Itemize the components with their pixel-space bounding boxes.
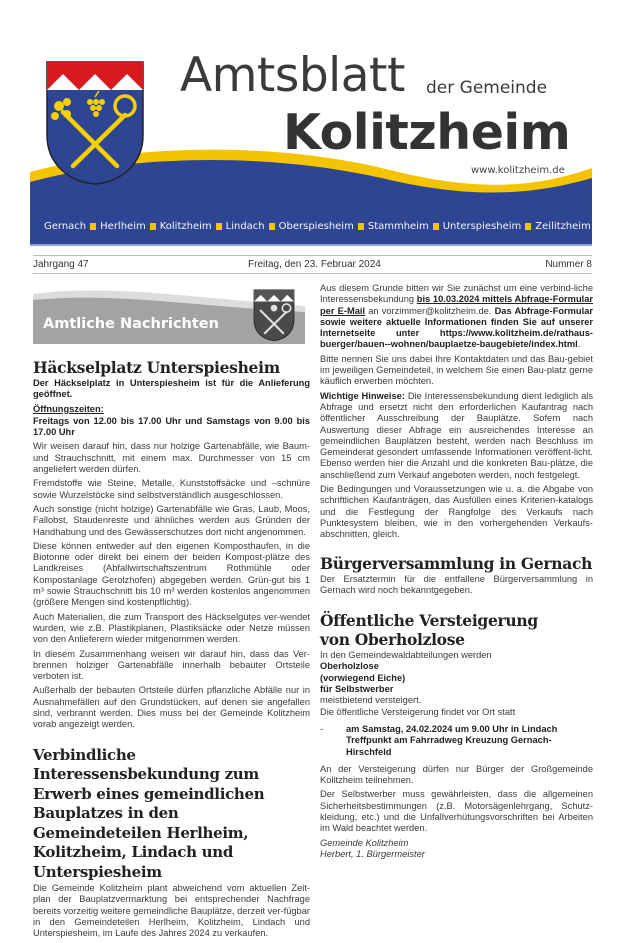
notice-label: Wichtige Hinweise: xyxy=(320,390,405,401)
article-paragraph: Die Gemeinde Kolitzheim plant abweichend vom aktuellen Zeit-plan der Bauplatzvermarktung bei entsprechender Nachfrage bereits vorzeitig weitere gemeindliche Bauplätze, derzeit ver-fügbar in den Gemeindeteilen Herlheim, Kolitzheim, Lindach und Unterspiesheim, im Laufe des Jahres 2024 zu verkaufen. xyxy=(33,883,310,939)
article-paragraph: An der Versteigerung dürfen nur Bürger der Großgemeinde Kolitzheim teilnehmen. xyxy=(320,763,593,786)
left-column xyxy=(33,358,310,943)
article-paragraph: Der Ersatztermin für die entfallene Bürgerversammlung in Gernach wird noch bekanntgegeben. xyxy=(320,573,593,595)
issue-number: Nummer 8 xyxy=(545,259,592,270)
issue-date: Freitag, den 23. Februar 2024 xyxy=(248,259,381,270)
village-list xyxy=(44,221,591,232)
masthead-subtitle: der Gemeinde xyxy=(426,78,548,98)
lot-item: Oberholzlose xyxy=(320,661,379,672)
lot-item: (vorwiegend Eiche) xyxy=(320,672,406,683)
village-name: Gernach xyxy=(44,221,87,232)
section-title: Amtliche Nachrichten xyxy=(43,316,219,332)
text-run: Aus diesem Grunde bitten wir Sie zunächst um eine verbind-liche Interessensbekundung xyxy=(320,283,593,305)
signature-line: Herbert, 1. Bürgermeister xyxy=(320,848,425,859)
masthead xyxy=(30,50,592,246)
article-paragraph: Auch sonstige (nicht holzige) Gartenabfälle wie Gras, Laub, Moos, Fallobst, Staudenreste und ähnliches werden aus Gründen der Handhabung und des Gewässerschutzes dort nicht angenommen. xyxy=(33,503,310,537)
event-details: am Samstag, 24.02.2024 um 9.00 Uhr in Lindach Treffpunkt am Fahrradweg Kreuzung Gernach-Hirschfeld xyxy=(346,723,558,757)
article-paragraph: Bitte nennen Sie uns dabei Ihre Kontaktdaten und das Bau-gebiet im jeweiligen Gemeindeteil, in welchem Sie einen Bau-platz gerne käuflich erwerben möchten. xyxy=(320,353,593,387)
square-bullet-icon xyxy=(90,223,96,230)
article-paragraph: Fremdstoffe wie Steine, Metalle, Kunststoffsäcke und –schnüre sowie Wurzelstöcke sind selbstverständlich ausgeschlossen. xyxy=(33,478,310,500)
article-paragraph: Diese können entweder auf den eigenen Komposthaufen, in die Biotonne oder direkt bei einem der beiden Kompost-plätze des Landkreises (Abfallwirtschaftszentrum Rothmühle oder Kompostanlage Gerolzhofen) abgegeben werden. Grün-gut bis 1 m³ sowie Strauchschnitt bis 10 m³ werden kostenlos angenommen (größere Mengen sind kostenpflichtig). xyxy=(33,540,310,608)
article-paragraph: In den Gemeindewaldabteilungen werden xyxy=(320,650,492,661)
volume-number: Jahrgang 47 xyxy=(33,259,89,270)
event-list-item xyxy=(320,724,593,758)
article-paragraph: Die öffentliche Versteigerung findet vor Ort statt xyxy=(320,706,516,717)
website-link[interactable]: www.kolitzheim.de xyxy=(471,165,565,176)
article-paragraph: In diesem Zusammenhang weisen wir darauf hin, dass das Ver-brennen holziger Gartenabfälle innerhalb bebauter Ortsteile verboten ist. xyxy=(33,648,310,682)
masthead-municipality: Kolitzheim xyxy=(283,104,571,161)
article-heading: Bürgerversammlung in Gernach xyxy=(320,553,593,573)
right-column xyxy=(320,283,593,860)
article-lead: Der Häckselplatz in Unterspiesheim ist für die Anlieferung geöffnet. xyxy=(33,378,310,400)
square-bullet-icon xyxy=(358,223,364,230)
square-bullet-icon xyxy=(433,223,439,230)
article-paragraph: Auch Materialien, die zum Transport des Häckselgutes ver-wendet wurden, wie z.B. Plastikplanen, Plastiksäcke oder Netze müssen von den Anlieferern wieder mitgenommen werden. xyxy=(33,611,310,645)
article-heading: Verbindliche Interessensbekundung zum Erwerb eines gemeindlichen Bauplatzes in den Gemeindeteilen Herlheim, Kolitzheim, Lindach und Unterspiesheim xyxy=(33,745,265,881)
village-name: Kolitzheim xyxy=(159,221,212,232)
square-bullet-icon xyxy=(269,223,275,230)
article-paragraph: meistbietend versteigert. xyxy=(320,695,422,706)
article-paragraph: Wir weisen darauf hin, dass nur holzige Gartenabfälle, wie Baum- und Strauchschnitt, mit einem max. Durchmesser von 15 cm angeliefert werden dürfen. xyxy=(33,441,310,475)
village-name: Lindach xyxy=(225,221,265,232)
email-link[interactable]: an vorzimmer@kolitzheim.de. xyxy=(365,305,495,316)
article-paragraph: Außerhalb der bebauten Ortsteile dürfen pflanzliche Abfälle nur in Ausnahmefällen auf den Grundstücken, auf denen sie angefallen sind, verbrannt werden. Dies muss bei der Gemeinde Kolitzheim vorab angezeigt werden. xyxy=(33,685,310,730)
text-run: . xyxy=(577,339,581,350)
square-bullet-icon xyxy=(525,223,531,230)
deadline-text: bis 10.03.2024 mittels Abfrage-Formular per E-Mail xyxy=(320,294,593,316)
article-heading: von Oberholzlose xyxy=(320,630,465,650)
village-name: Oberspiesheim xyxy=(278,221,354,232)
village-name: Unterspiesheim xyxy=(442,221,522,232)
masthead-title: Amtsblatt xyxy=(180,48,405,103)
coat-of-arms-icon xyxy=(253,289,295,341)
dash-bullet: - xyxy=(320,723,324,734)
article-paragraph: Die Bedingungen und Voraussetzungen wie u. a. die Abgabe von schriftlichen Kaufanträgen, das Ausfüllen eines Kriterien-katalogs und die Festlegung der Rangfolge des Verkaufs nach Punktesystem bleiben, wie in den vorhergehenden Verkaufs-abschnitten, gleich. xyxy=(320,484,593,540)
article-paragraph xyxy=(320,283,593,351)
village-name: Stammheim xyxy=(367,221,429,232)
article-heading: Öffentliche Versteigerung xyxy=(320,611,538,631)
signature-line: Gemeinde Kolitzheim xyxy=(320,837,409,848)
square-bullet-icon xyxy=(150,223,156,230)
form-info-link[interactable]: Das Abfrage-Formular sowie weitere aktuelle Informationen finden Sie auf unserer Internetseite unter https://www.kolitzheim.de/rathaus-buerger/bauen--wohnen/bauplaetze-baugebiete/index.html xyxy=(320,305,593,350)
section-banner xyxy=(33,286,305,344)
opening-hours-label: Öffnungszeiten: xyxy=(33,403,104,414)
opening-hours: Freitags von 12.00 bis 17.00 Uhr und Samstags von 9.00 bis 17.00 Uhr xyxy=(33,415,310,438)
village-name: Herlheim xyxy=(100,221,146,232)
issue-info-bar xyxy=(33,255,592,274)
coat-of-arms-icon xyxy=(45,60,145,185)
article-heading: Häckselplatz Unterspiesheim xyxy=(33,358,280,377)
text-run: Die Interessensbekundung dient lediglich als Abfrage und ersetzt nicht den erforderlichen Kaufantrag nach öffentlicher Ausschreibung der Bauplätze. Sofern nach Auswertung dieser Abfrage ein ausreichendes Interesse an gemeindlichen Bauplätzen besteht, werden nach Beschluss im Gemeinderat gesondert umfassende Informationen veröffent-licht. Ebenso werden hier die Anzahl und die konkreten Bau-plätze, die anschließend zum Verkauf angeboten werden, noch festgelegt. xyxy=(320,390,593,480)
square-bullet-icon xyxy=(216,223,222,230)
lot-item: für Selbstwerber xyxy=(320,684,394,695)
village-name: Zeilitzheim xyxy=(535,221,591,232)
article-paragraph: Der Selbstwerber muss gewährleisten, dass die allgemeinen Sicherheitsbestimmungen (z.B. Motorsägenlehrgang, Schutz-kleidung, etc.) und die Unfallverhütungsvorschriften bei Arbeiten im Wald beachtet werden. xyxy=(320,789,593,834)
article-paragraph xyxy=(320,391,593,481)
